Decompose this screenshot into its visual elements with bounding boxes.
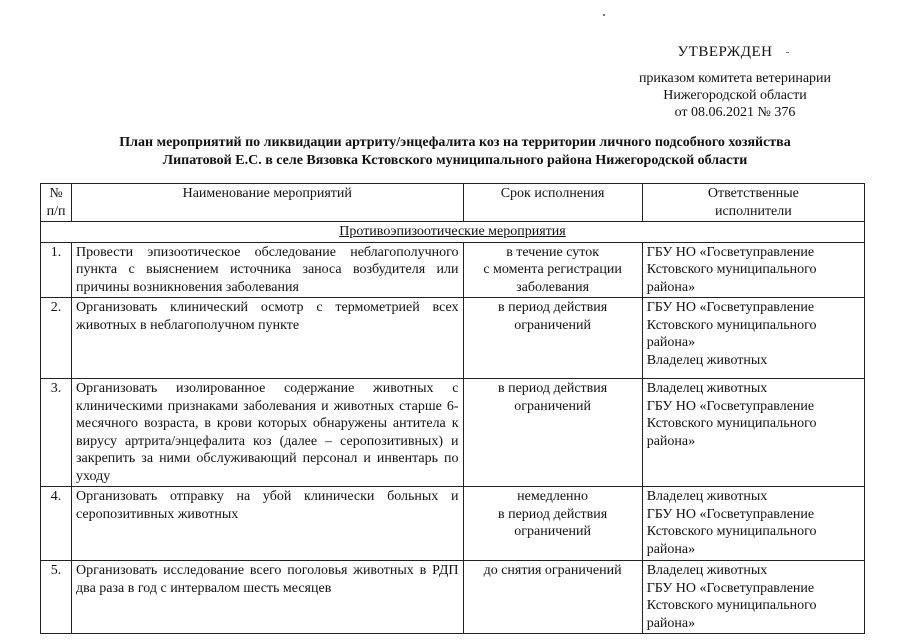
term-line: в течение суток (506, 244, 599, 260)
title-line: План мероприятий по ликвидации артриту/энцефалита коз на территории личного подсобного хозяйства (119, 135, 791, 150)
title-line: Липатовой Е.С. в селе Вязовка Кстовского муниципального района Нижегородской области (162, 153, 748, 168)
term-line: ограничений (514, 524, 591, 539)
approval-line: Нижегородской области (663, 88, 807, 103)
term-line: ограничений (514, 398, 591, 414)
header-name: Наименование мероприятий (72, 184, 463, 222)
table-header-row (41, 184, 865, 222)
term-line: до снятия ограничений (483, 563, 622, 578)
document-title (40, 134, 870, 170)
responsible-line: Кстовского муниципального (646, 598, 817, 613)
table-row (41, 379, 865, 487)
scan-speck (786, 52, 789, 53)
responsible-line: ГБУ НО «Госветуправление (646, 244, 815, 260)
responsible-line: района» (646, 335, 696, 350)
measure-term (463, 561, 642, 634)
approval-line: от 08.06.2021 № 376 (674, 105, 796, 120)
responsible-line: Владелец животных (646, 489, 768, 504)
measure-term (463, 298, 642, 379)
term-line: с момента регистрации (483, 262, 622, 277)
term-line: в период действия (497, 300, 608, 315)
responsible-line: ГБУ НО «Госветуправление (646, 398, 815, 414)
responsible-line: ГБУ НО «Госветуправление (646, 506, 815, 522)
term-line: немедленно (517, 489, 589, 504)
header-term: Срок исполнения (463, 184, 642, 222)
row-number: 3. (41, 379, 72, 487)
responsible-line: ГБУ НО «Госветуправление (646, 580, 815, 596)
measure-name: Организовать отправку на убой клинически больных и серопозитивных животных (72, 487, 463, 561)
responsible-line: района» (646, 433, 696, 449)
header-number-line: № (49, 186, 63, 201)
responsible-line: района» (646, 541, 696, 557)
table-row (41, 561, 865, 634)
measure-responsible (642, 298, 864, 379)
responsible-line: Кстовского муниципального (646, 317, 817, 333)
section-title: Противоэпизоотические мероприятия (41, 222, 865, 243)
header-number (41, 184, 72, 222)
header-responsible-line: Ответственные (707, 186, 799, 201)
measure-name: Провести эпизоотическое обследование неблагополучного пункта с выяснением источника заноса возбудителя или причины возникновения заболевания (72, 242, 463, 298)
measure-responsible (642, 487, 864, 561)
row-number: 2. (41, 298, 72, 379)
header-responsible (642, 184, 864, 222)
measure-responsible (642, 561, 864, 634)
measures-table (40, 183, 865, 634)
responsible-line: района» (646, 279, 696, 295)
measure-name: Организовать изолированное содержание животных с клиническими признаками заболевания и животных старше 6-месячного возраста, в крови которых обнаружены антитела к вирусу артрита/энцефалита коз (далее – серопозитивных) и закрепить за ними обслуживающий персонал и инвентарь по уходу (72, 379, 463, 487)
header-number-line: п/п (46, 203, 66, 219)
scan-speck (603, 14, 605, 16)
responsible-line: Кстовского муниципального (646, 262, 817, 277)
responsible-line: Владелец животных (646, 352, 768, 368)
measure-term (463, 242, 642, 298)
responsible-line: Владелец животных (646, 381, 768, 396)
responsible-line: района» (646, 615, 696, 631)
term-line: в период действия (497, 381, 608, 396)
header-responsible-line: исполнители (714, 203, 792, 219)
approval-line: приказом комитета ветеринарии (638, 71, 832, 86)
responsible-line: Кстовского муниципального (646, 524, 817, 539)
row-number: 5. (41, 561, 72, 634)
measure-responsible (642, 379, 864, 487)
table-row (41, 298, 865, 379)
responsible-line: Кстовского муниципального (646, 416, 817, 431)
approval-heading: УТВЕРЖДЕН (677, 44, 773, 60)
measure-term (463, 379, 642, 487)
measure-name: Организовать исследование всего поголовья животных в РДП два раза в год с интервалом шесть месяцев (72, 561, 463, 634)
term-line: ограничений (514, 317, 591, 333)
table-row (41, 487, 865, 561)
responsible-line: ГБУ НО «Госветуправление (646, 300, 815, 315)
section-row (41, 222, 865, 243)
table-row (41, 242, 865, 298)
row-number: 1. (41, 242, 72, 298)
responsible-line: Владелец животных (646, 563, 768, 578)
term-line: заболевания (516, 279, 590, 295)
approval-order (600, 70, 870, 121)
measure-responsible (642, 242, 864, 298)
term-line: в период действия (497, 506, 608, 522)
measure-term (463, 487, 642, 561)
measure-name: Организовать клинический осмотр с термометрией всех животных в неблагополучном пункте (72, 298, 463, 379)
row-number: 4. (41, 487, 72, 561)
